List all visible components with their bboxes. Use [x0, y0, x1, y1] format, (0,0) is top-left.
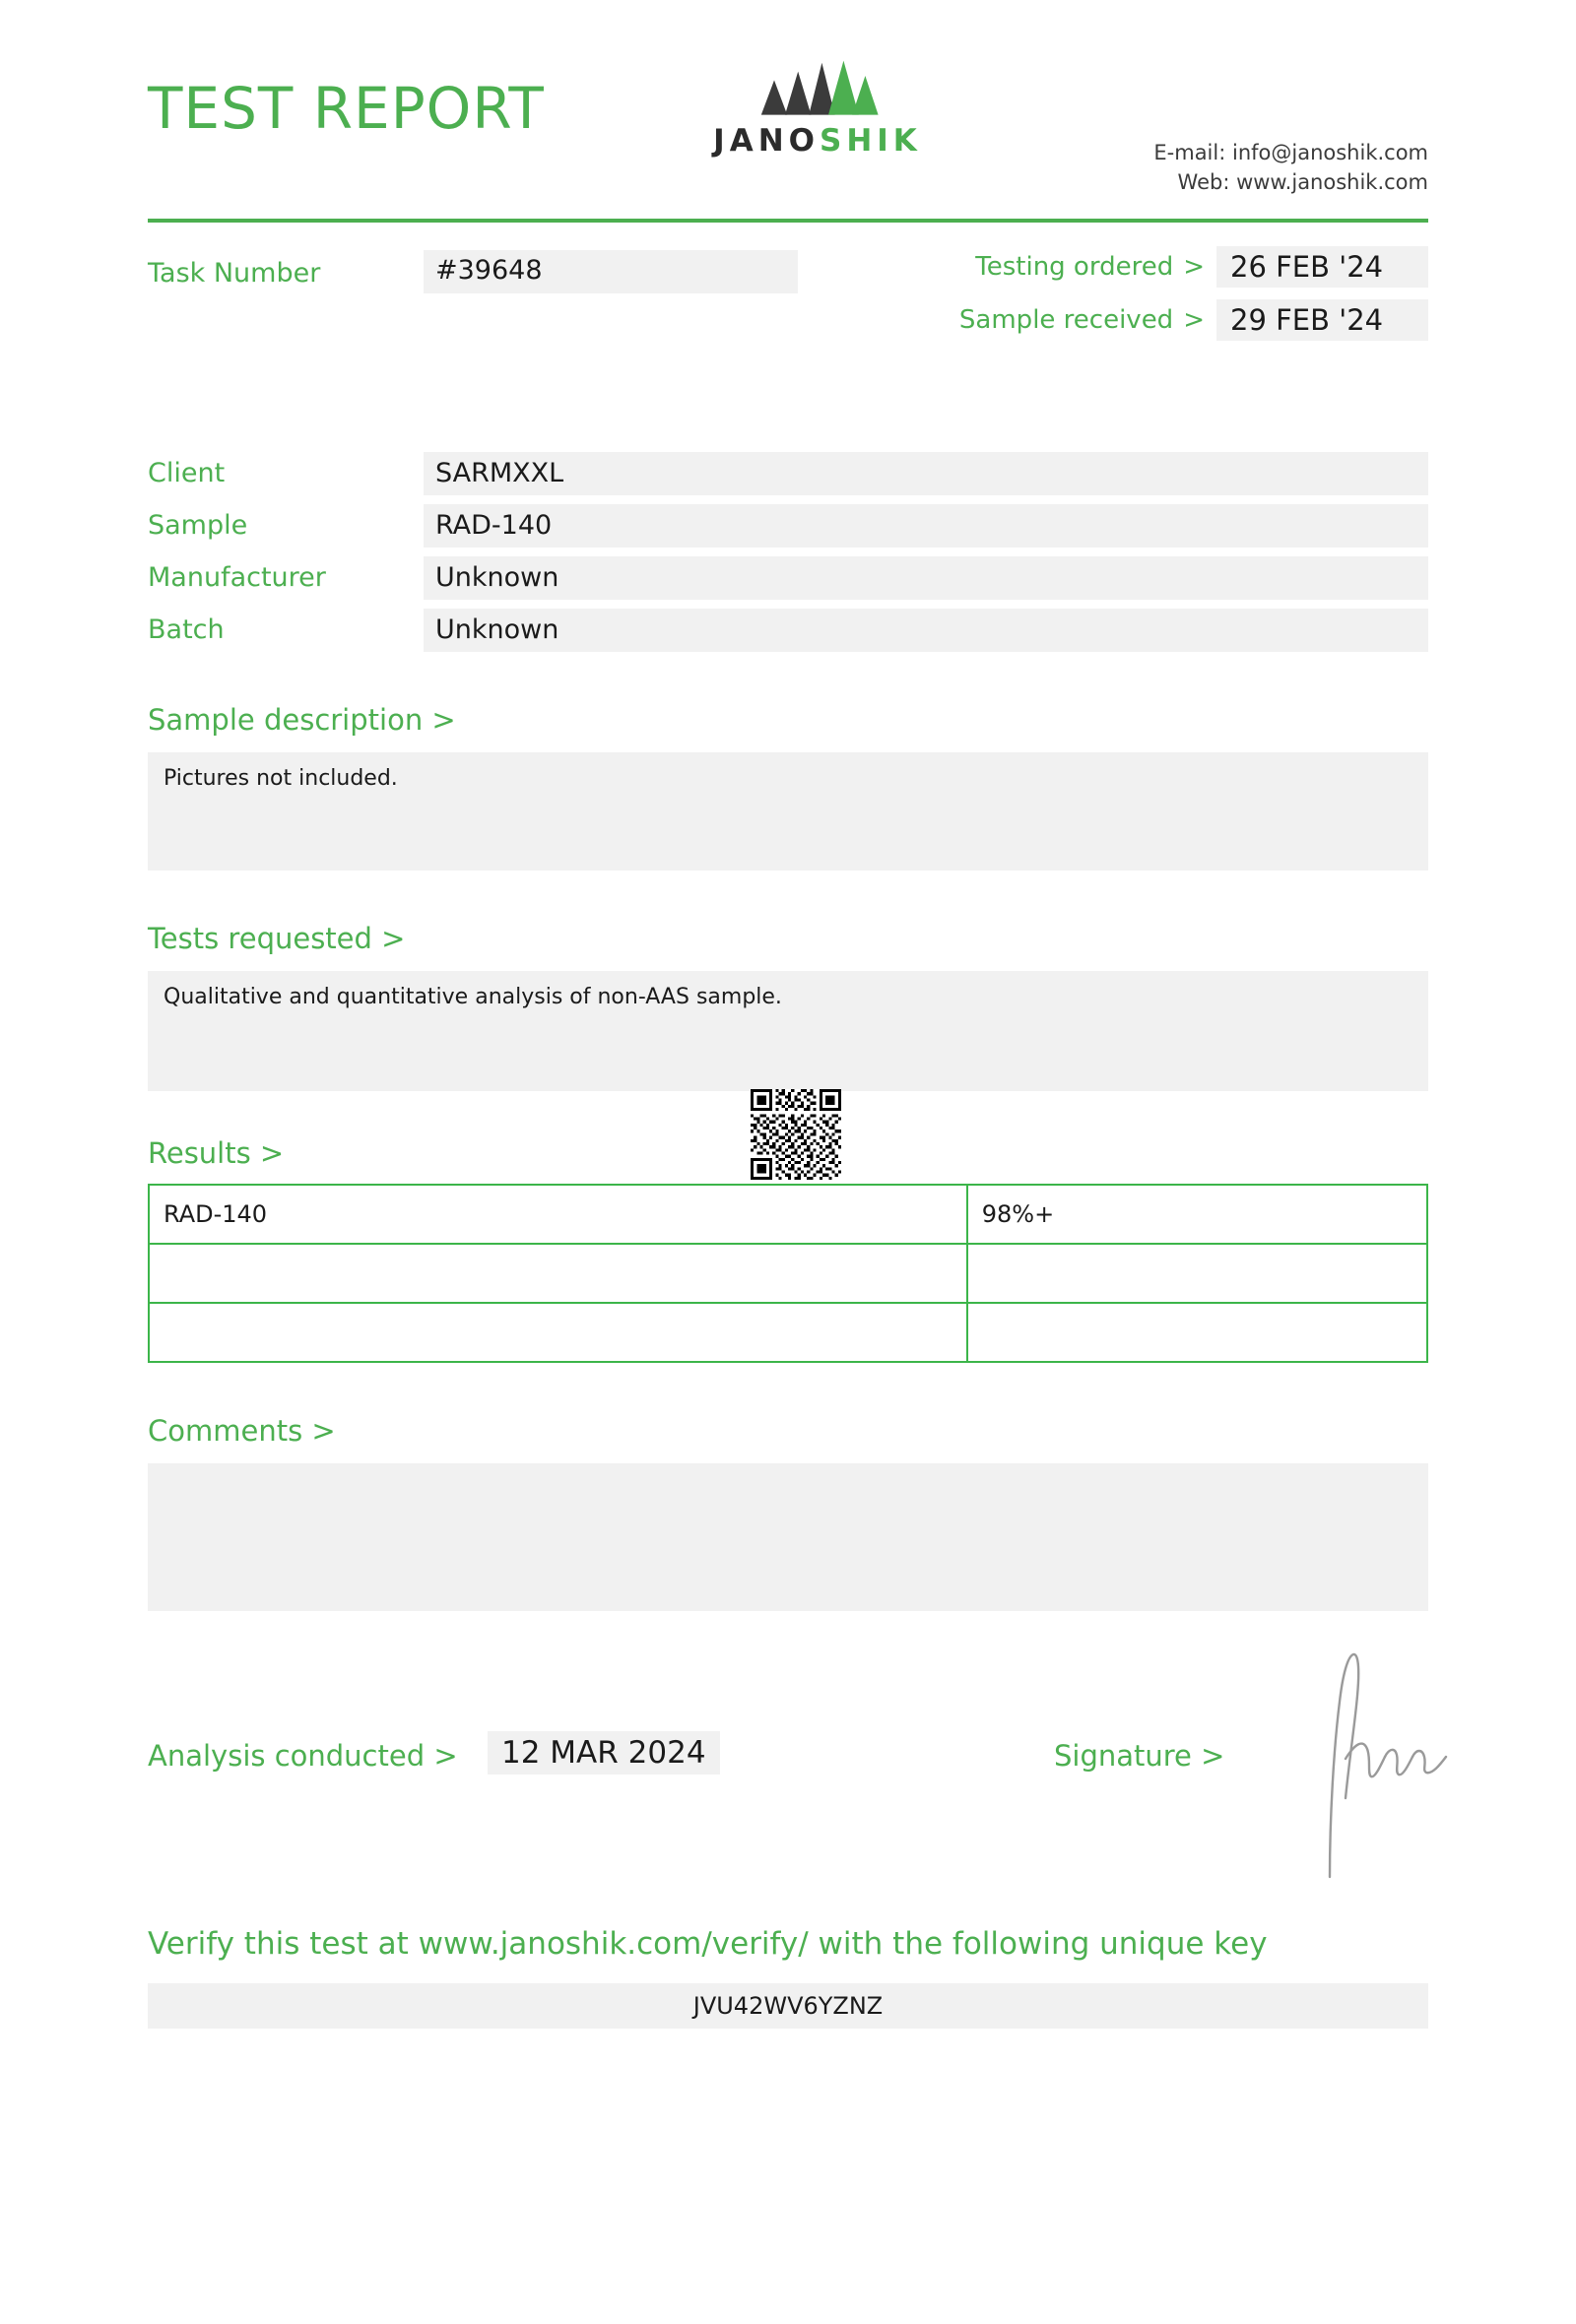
header-divider — [148, 219, 1428, 223]
sample-description-box: Pictures not included. — [148, 752, 1428, 871]
logo-word-jano: JANO — [713, 123, 820, 159]
info-value-client: SARMXXL — [424, 452, 1428, 495]
sample-received-row — [877, 299, 1428, 341]
analysis-conducted-value: 12 MAR 2024 — [488, 1731, 720, 1775]
contact-email: E-mail: info@janoshik.com — [1153, 141, 1428, 164]
testing-ordered-label: Testing ordered — [975, 252, 1174, 282]
testing-ordered-arrow: > — [1183, 252, 1205, 282]
results-header — [148, 1136, 1428, 1170]
task-number-label: Task Number — [148, 258, 321, 289]
result-value-2 — [967, 1244, 1427, 1303]
signature-icon — [1290, 1641, 1487, 1887]
table-row — [149, 1303, 1427, 1362]
info-row-sample — [148, 504, 1428, 548]
dates-block — [877, 246, 1428, 353]
table-row — [149, 1244, 1427, 1303]
analysis-conducted-label: Analysis conducted > — [148, 1739, 458, 1773]
result-name-2 — [149, 1244, 967, 1303]
report-header — [148, 0, 1428, 197]
info-row-batch — [148, 609, 1428, 652]
result-name-1: RAD-140 — [149, 1185, 967, 1244]
result-value-3 — [967, 1303, 1427, 1362]
page-title: TEST REPORT — [148, 75, 545, 142]
info-label-sample: Sample — [148, 510, 248, 541]
info-row-manufacturer — [148, 556, 1428, 600]
sample-description-title: Sample description > — [148, 703, 456, 737]
janoshik-logo — [680, 54, 955, 159]
results-table — [148, 1184, 1428, 1363]
analysis-row — [148, 1729, 1428, 1798]
sample-info-block — [148, 452, 1428, 652]
sample-received-arrow: > — [1183, 305, 1205, 335]
tests-requested-box: Qualitative and quantitative analysis of non-AAS sample. — [148, 971, 1428, 1091]
info-row-client — [148, 452, 1428, 495]
result-value-1: 98%+ — [967, 1185, 1427, 1244]
sample-received-label: Sample received — [958, 305, 1174, 335]
contact-info — [1153, 138, 1428, 198]
comments-box — [148, 1463, 1428, 1611]
signature-label: Signature > — [1054, 1739, 1225, 1773]
info-value-sample: RAD-140 — [424, 504, 1428, 548]
info-value-batch: Unknown — [424, 609, 1428, 652]
verify-text: Verify this test at www.janoshik.com/verify/ with the following unique key — [148, 1926, 1268, 1962]
task-number-value: #39648 — [424, 250, 798, 293]
info-label-client: Client — [148, 458, 226, 488]
contact-web: Web: www.janoshik.com — [1177, 170, 1428, 195]
testing-ordered-row — [877, 246, 1428, 288]
logo-word-shik: SHIK — [820, 123, 922, 159]
logo-wordmark — [680, 123, 955, 159]
table-row — [149, 1185, 1427, 1244]
testing-ordered-value: 26 FEB '24 — [1216, 246, 1428, 288]
info-label-batch: Batch — [148, 614, 225, 645]
result-name-3 — [149, 1303, 967, 1362]
tests-requested-title: Tests requested > — [148, 922, 406, 955]
task-row — [148, 250, 1428, 358]
mountain-logo-icon — [753, 54, 883, 119]
info-value-manufacturer: Unknown — [424, 556, 1428, 600]
verify-key: JVU42WV6YZNZ — [148, 1983, 1428, 2029]
results-title: Results > — [148, 1136, 285, 1170]
info-label-manufacturer: Manufacturer — [148, 562, 326, 593]
qr-code-icon — [743, 1089, 849, 1180]
comments-title: Comments > — [148, 1414, 336, 1448]
sample-received-value: 29 FEB '24 — [1216, 299, 1428, 341]
